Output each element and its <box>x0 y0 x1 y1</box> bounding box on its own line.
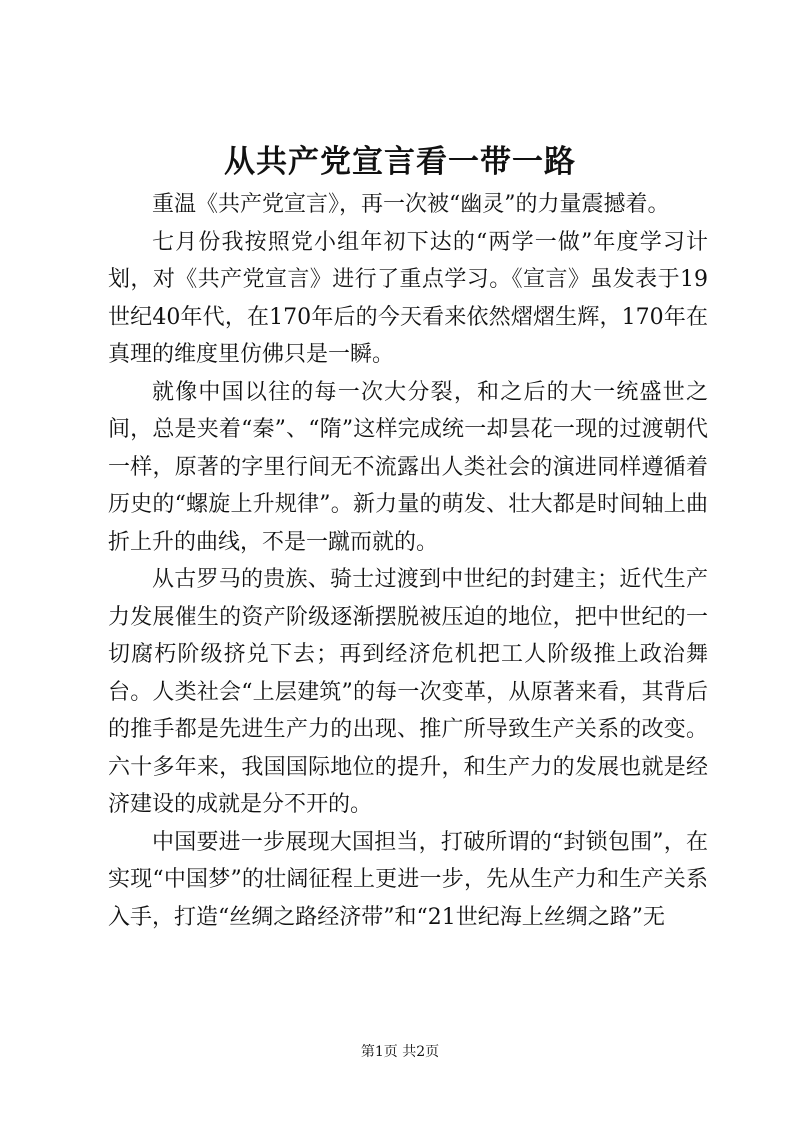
paragraph: 就像中国以往的每一次大分裂，和之后的大一统盛世之间，总是夹着“秦”、“隋”这样完成统一却昙花一现的过渡朝代一样，原著的字里行间无不流露出人类社会的演进同样遵循着历史的“螺旋上升规律”。新力量的萌发、壮大都是时间轴上曲折上升的曲线，不是一蹴而就的。 <box>108 379 708 555</box>
document-body <box>108 186 708 936</box>
paragraph: 中国要进一步展现大国担当，打破所谓的“封锁包围”，在实现“中国梦”的壮阔征程上更进一步，先从生产力和生产关系入手，打造“丝绸之路经济带”和“21世纪海上丝绸之路”无 <box>108 829 708 930</box>
paragraph: 七月份我按照党小组年初下达的“两学一做”年度学习计划，对《共产党宣言》进行了重点学习。《宣言》虽发表于19世纪40年代，在170年后的今天看来依然熠熠生辉，170年在真理的维度里仿佛只是一瞬。 <box>108 229 708 367</box>
page-number-label: 第1页 共2页 <box>360 1044 440 1060</box>
page-footer <box>0 1042 800 1062</box>
paragraph: 重温《共产党宣言》，再一次被“幽灵”的力量震撼着。 <box>152 192 670 217</box>
paragraph: 从古罗马的贵族、骑士过渡到中世纪的封建主；近代生产力发展催生的资产阶级逐渐摆脱被压迫的地位，把中世纪的一切腐朽阶级挤兑下去；再到经济危机把工人阶级推上政治舞台。人类社会“上层建筑”的每一次变革，从原著来看，其背后的推手都是先进生产力的出现、推广所导致生产关系的改变。六十多年来，我国国际地位的提升，和生产力的发展也就是经济建设的成就是分不开的。 <box>108 567 708 817</box>
document-title: 从共产党宣言看一带一路 <box>224 144 576 180</box>
